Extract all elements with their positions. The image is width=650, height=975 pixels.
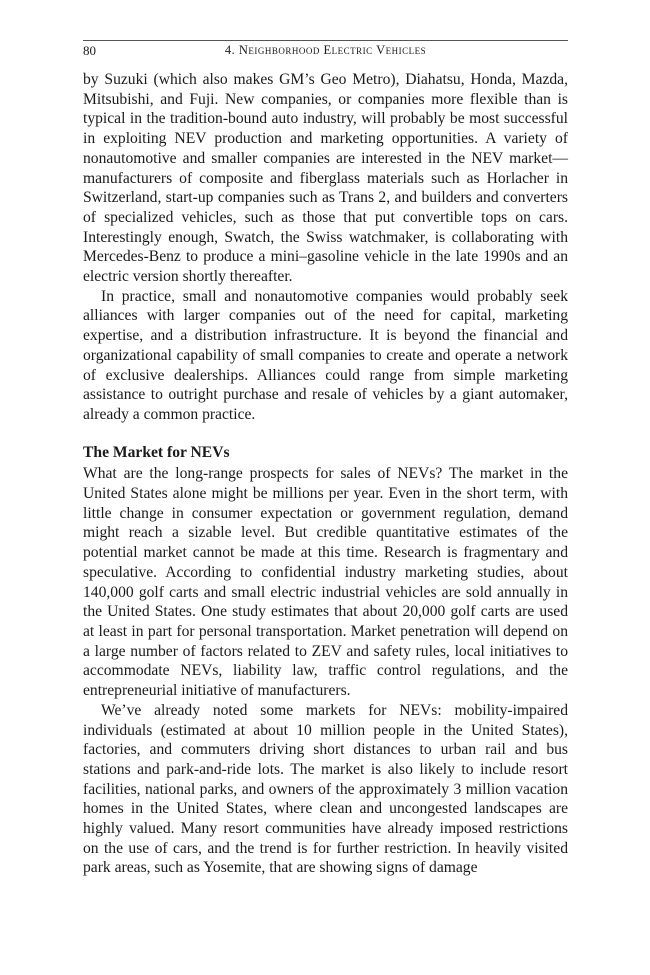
page-header — [83, 40, 568, 66]
section-heading: The Market for NEVs — [83, 443, 230, 461]
running-head: 4. Neighborhood Electric Vehicles — [224, 43, 427, 57]
paragraph-alliances: In practice, small and nonautomotive companies would probably seek alliances with larger companies out of the need for capital, marketing expertise, and a distribution infrastructure. It is beyond the financial and organizational capability of small companies to create and operate a network of exclusive dealerships. Alliances could range from simple marketing assistance to outright purchase and resale of vehicles by a giant automaker, already a common practice. — [83, 287, 568, 423]
paragraph-continued: by Suzuki (which also makes GM’s Geo Metro), Diahatsu, Honda, Mazda, Mitsubishi, and Fuji. New companies, or companies more flexible than is typical in the tradition-bound auto industry, will probably be most successful in exploiting NEV production and marketing opportunities. A variety of nonautomotive and smaller companies are interested in the NEV market—manufacturers of composite and fiberglass materials such as Horlacher in Switzerland, start-up companies such as Trans 2, and builders and converters of specialized vehicles, such as those that put convertible tops on cars. Interestingly enough, Swatch, the Swiss watchmaker, is collaborating with Mercedes-Benz to produce a mini–gasoline vehicle in the late 1990s and an electric version shortly thereafter. — [83, 71, 568, 286]
header-rule — [83, 40, 568, 41]
paragraph-market-prospects: What are the long-range prospects for sales of NEVs? The market in the United States alone might be millions per year. Even in the short term, with little change in consumer expectation or government regulation, demand might reach a sizable level. But credible quantitative estimates of the potential market cannot be made at this time. Research is fragmentary and speculative. According to confidential industry marketing studies, about 140,000 golf carts and small electric industrial vehicles are sold annually in the United States. One study estimates that about 20,000 golf carts are used at least in part for personal transportation. Market penetration will depend on a large number of factors related to ZEV and safety rules, local initiatives to accommodate NEVs, liability law, traffic control regulations, and the entrepreneurial initiative of manufacturers. — [83, 465, 568, 700]
body-text — [83, 70, 568, 878]
page-number: 80 — [83, 43, 96, 58]
paragraph-markets-noted: We’ve already noted some markets for NEVs: mobility-impaired individuals (estimated at about 10 million people in the United States), factories, and commuters driving short distances to urban rail and bus stations and park-and-ride lots. The market is also likely to include resort facilities, national parks, and owners of the approximately 3 million vacation homes in the United States, where clean and uncongested landscapes are highly valued. Many resort communities have already imposed restrictions on the use of cars, and the trend is for further restriction. In heavily visited park areas, such as Yosemite, that are showing signs of damage — [83, 701, 568, 877]
